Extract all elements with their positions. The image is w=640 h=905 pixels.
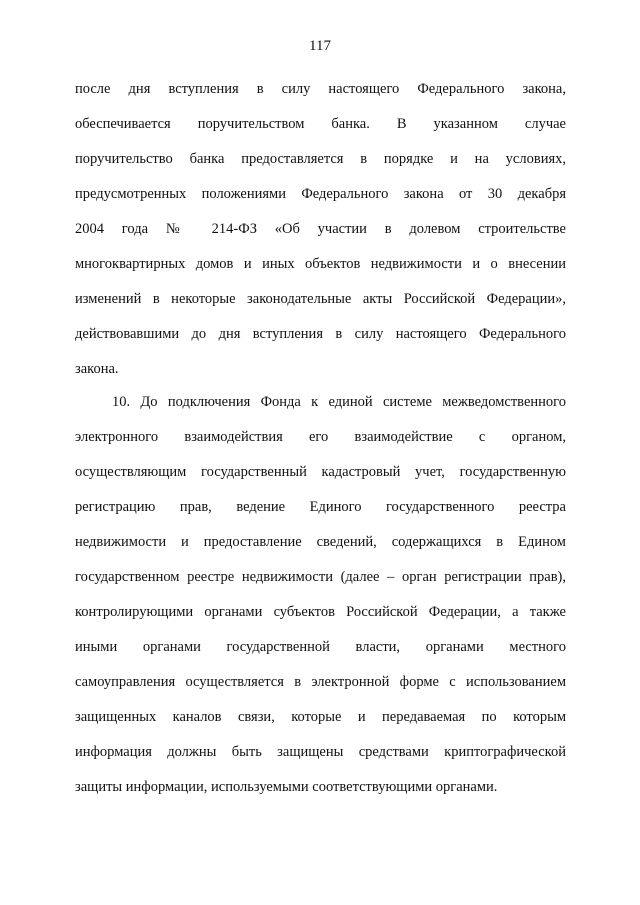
page-number: 117 xyxy=(309,38,331,54)
text-line: осуществляющим государственный кадастровый учет, государственную xyxy=(75,464,566,480)
text-line: защищенных каналов связи, которые и передаваемая по которым xyxy=(75,709,566,725)
text-line: регистрацию прав, ведение Единого государственного реестра xyxy=(75,499,566,515)
text-line: предусмотренных положениями Федерального закона от 30 декабря xyxy=(75,186,566,202)
text-line: электронного взаимодействия его взаимодействие с органом, xyxy=(75,429,566,445)
text-line: закона. xyxy=(75,361,119,377)
text-line: самоуправления осуществляется в электронной форме с использованием xyxy=(75,674,566,690)
text-line: обеспечивается поручительством банка. В указанном случае xyxy=(75,116,566,132)
text-line: недвижимости и предоставление сведений, содержащихся в Едином xyxy=(75,534,566,550)
text-line: после дня вступления в силу настоящего Федерального закона, xyxy=(75,81,566,97)
text-line: изменений в некоторые законодательные акты Российской Федерации», xyxy=(75,291,566,307)
text-line: поручительство банка предоставляется в порядке и на условиях, xyxy=(75,151,566,167)
text-line: многоквартирных домов и иных объектов недвижимости и о внесении xyxy=(75,256,566,272)
text-line: действовавшими до дня вступления в силу настоящего Федерального xyxy=(75,326,566,342)
text-line: контролирующими органами субъектов Российской Федерации, а также xyxy=(75,604,566,620)
text-line: информация должны быть защищены средствами криптографической xyxy=(75,744,566,760)
text-line: защиты информации, используемыми соответствующими органами. xyxy=(75,779,498,795)
text-line: 10. До подключения Фонда к единой системе межведомственного xyxy=(112,394,566,410)
text-line: иными органами государственной власти, органами местного xyxy=(75,639,566,655)
text-line: 2004 года № 214-ФЗ «Об участии в долевом строительстве xyxy=(75,221,566,237)
text-line: государственном реестре недвижимости (далее – орган регистрации прав), xyxy=(75,569,566,585)
